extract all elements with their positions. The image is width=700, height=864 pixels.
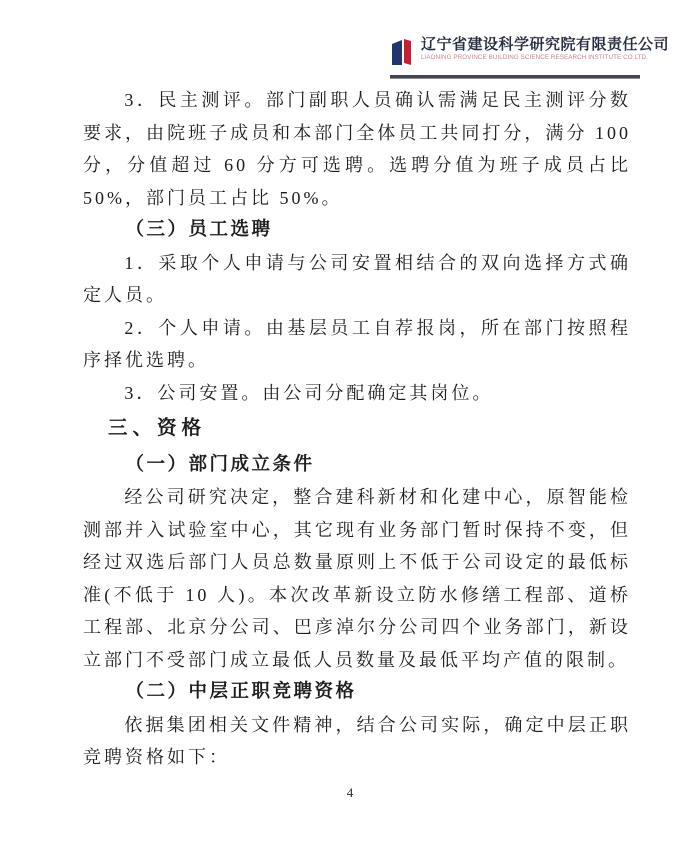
- company-logo: [390, 36, 670, 71]
- page-number: 4: [346, 785, 354, 800]
- paragraph-midlevel-qualification: 依据集团相关文件精神，结合公司实际，确定中层正职竞聘资格如下：: [83, 714, 631, 767]
- company-name-en: LIAONING PROVINCE BUILDING SCIENCE RESEARCH INSTITUTE CO.LTD.: [421, 54, 648, 61]
- company-logo-icon: [390, 38, 416, 71]
- heading-dept-establish-conditions: （一）部门成立条件: [125, 454, 315, 475]
- company-name-zh: 辽宁省建设科学研究院有限责任公司: [421, 36, 670, 53]
- paragraph-personal-application: 2．个人申请。由基层员工自荐报岗，所在部门按照程序择优选聘。: [83, 317, 631, 370]
- document-body: [83, 84, 631, 774]
- heading-midlevel-qualification: （二）中层正职竞聘资格: [125, 682, 357, 702]
- paragraph-two-way-selection: 1．采取个人申请与公司安置相结合的双向选择方式确定人员。: [83, 252, 631, 305]
- header-rule: [390, 75, 640, 79]
- paragraph-democratic-review: 3．民主测评。部门副职人员确认需满足民主测评分数要求，由院班子成员和本部门全体员工共同打分，满分 100 分，分值超过 60 分方可选聘。选聘分值为班子成员占比 50%，部门员工占比 50%。: [83, 90, 631, 208]
- heading-employee-selection: （三）员工选聘: [125, 220, 273, 240]
- paragraph-dept-establish-conditions: 经公司研究决定，整合建科新材和化建中心，原智能检测部并入试验室中心，其它现有业务部门暂时保持不变，但经过双选后部门人员总数量原则上不低于公司设定的最低标准(不低于 10 人)。本次改革新设立防水修缮工程部、道桥工程部、北京分公司、巴彦淖尔分公司四个业务部门，新设立部门不受部门成立最低人员数量及最低平均产值的限制。: [83, 487, 631, 670]
- letterhead: [390, 36, 670, 79]
- paragraph-company-assignment: 3．公司安置。由公司分配确定其岗位。: [124, 382, 494, 403]
- company-name-block: [421, 36, 669, 62]
- heading-qualifications: 三、资格: [108, 418, 207, 439]
